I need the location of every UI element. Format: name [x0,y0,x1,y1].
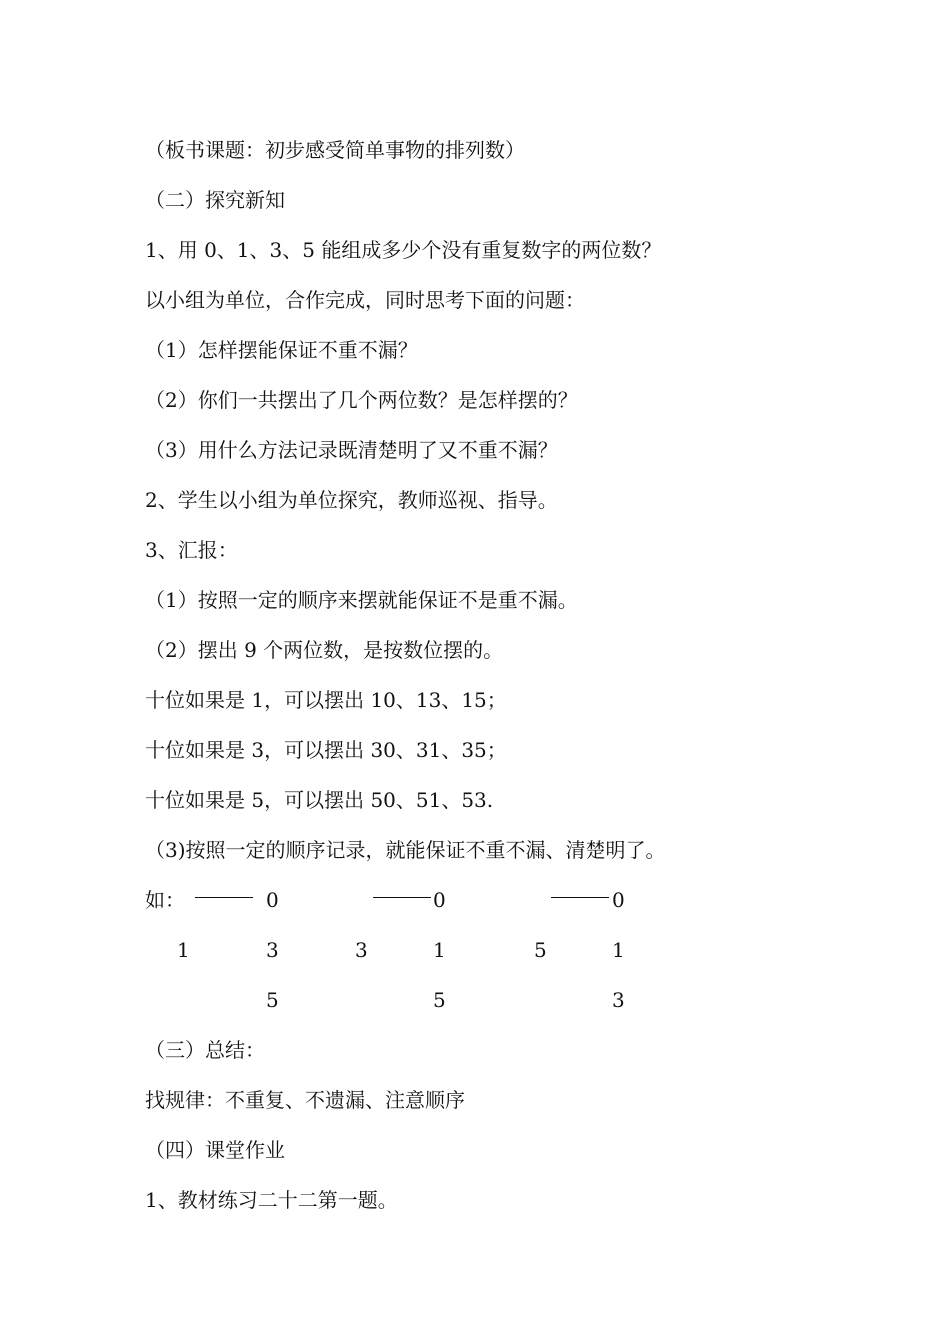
sub-question-1: （1）怎样摆能保证不重不漏？ [145,338,418,362]
example-dash-1 [195,897,253,898]
example-dash-2 [373,897,431,898]
section-heading-homework: （四）课堂作业 [145,1138,285,1162]
example-group-2-ones-1: 0 [433,888,446,912]
example-group-1-ones-1: 0 [266,888,279,912]
example-group-2-ones-3: 5 [433,988,446,1012]
example-group-3-tens: 5 [534,938,547,962]
question-line-1: 1、用 0、1、3、5 能组成多少个没有重复数字的两位数？ [145,238,662,262]
example-group-2-ones-2: 1 [433,938,446,962]
example-group-3-ones-1: 0 [612,888,625,912]
example-group-1-ones-2: 3 [266,938,279,962]
homework-item-1: 1、教材练习二十二第一题。 [145,1188,398,1212]
report-item-3: （3)按照一定的顺序记录，就能保证不重不漏、清楚明了。 [145,838,666,862]
sub-question-2: （2）你们一共摆出了几个两位数？是怎样摆的？ [145,388,578,412]
tens-three-line: 十位如果是 3，可以摆出 30、31、35； [145,738,507,762]
step-line-3: 3、汇报： [145,538,238,562]
example-group-1-tens: 1 [177,938,190,962]
section-heading-explore: （二）探究新知 [145,188,285,212]
tens-five-line: 十位如果是 5，可以摆出 50、51、53. [145,788,494,812]
summary-rule-line: 找规律：不重复、不遗漏、注意顺序 [145,1088,465,1112]
report-item-1: （1）按照一定的顺序来摆就能保证不是重不漏。 [145,588,578,612]
tens-one-line: 十位如果是 1，可以摆出 10、13、15； [145,688,507,712]
report-item-2: （2）摆出 9 个两位数，是按数位摆的。 [145,638,504,662]
section-heading-summary: （三）总结： [145,1038,265,1062]
example-dash-3 [551,897,609,898]
example-group-3-ones-3: 3 [612,988,625,1012]
example-group-1-ones-3: 5 [266,988,279,1012]
example-prefix: 如： [145,888,185,912]
board-title-line: （板书课题：初步感受简单事物的排列数） [145,138,525,162]
example-group-3-ones-2: 1 [612,938,625,962]
example-group-2-tens: 3 [355,938,368,962]
sub-question-3: （3）用什么方法记录既清楚明了又不重不漏？ [145,438,558,462]
instruction-line: 以小组为单位，合作完成，同时思考下面的问题： [145,288,585,312]
step-line-2: 2、学生以小组为单位探究，教师巡视、指导。 [145,488,558,512]
